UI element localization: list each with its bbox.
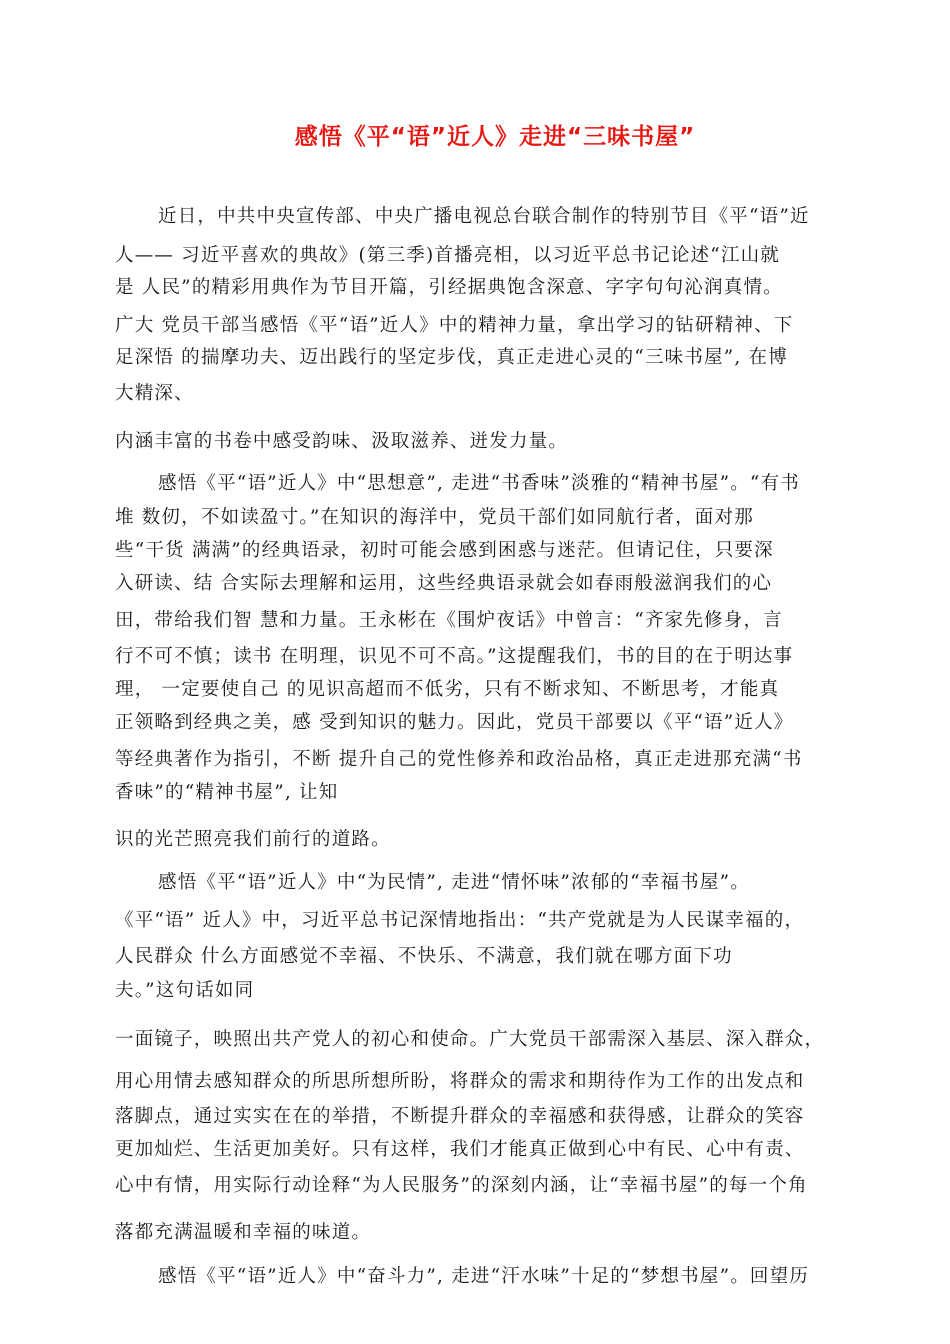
text-line: 堆 数仞，不如读盈寸。”在知识的海洋中，党员干部们如同航行者，面对那 bbox=[115, 507, 754, 528]
text-line: 些“干货 满满”的经典语录，初时可能会感到困惑与迷茫。但请记住，只要深 bbox=[115, 540, 774, 561]
text-line: 更加灿烂、生活更加美好。只有这样，我们才能真正做到心中有民、心中有责、 bbox=[115, 1139, 805, 1160]
text-line: 内涵丰富的书卷中感受韵味、汲取滋养、迸发力量。 bbox=[115, 431, 569, 452]
text-line: 香味”的“精神书屋”, 让知 bbox=[115, 782, 339, 803]
text-line: 正领略到经典之美，感 受到知识的魅力。因此，党员干部要以《平“语”近人》 bbox=[115, 712, 794, 733]
text-line: 《平“语” 近人》中，习近平总书记深情地指出：“共产党就是为人民谋幸福的， bbox=[115, 910, 805, 931]
text-line: 感悟《平“语”近人》中“思想意”, 走进“书香味”淡雅的“精神书屋”。“有书 bbox=[158, 473, 800, 494]
text-line: 大精深、 bbox=[115, 383, 194, 404]
text-line: 落脚点，通过实实在在的举措，不断提升群众的幸福感和获得感，让群众的笑容 bbox=[115, 1106, 805, 1127]
text-line: 等经典著作为指引，不断 提升自己的党性修养和政治品格，真正走进那充满“书 bbox=[115, 749, 803, 770]
text-line: 近日，中共中央宣传部、中央广播电视总台联合制作的特别节目《平“语”近 bbox=[158, 206, 810, 227]
text-line: 用心用情去感知群众的所思所想所盼，将群众的需求和期待作为工作的出发点和 bbox=[115, 1071, 805, 1092]
text-line: 行不可不慎；读书 在明理，识见不可不高。”这提醒我们，书的目的在于明达事 bbox=[115, 646, 794, 667]
text-line: 感悟《平“语”近人》中“奋斗力”, 走进“汗水味”十足的“梦想书屋”。回望历 bbox=[158, 1266, 810, 1287]
text-line: 田，带给我们智 慧和力量。王永彬在《围炉夜话》中曾言：“齐家先修身，言 bbox=[115, 610, 783, 631]
text-line: 一面镜子，映照出共产党人的初心和使命。广大党员干部需深入基层、深入群众， bbox=[115, 1029, 825, 1050]
text-line: 入研读、结 合实际去理解和运用，这些经典语录就会如春雨般滋润我们的心 bbox=[115, 573, 773, 594]
text-line: 夫。”这句话如同 bbox=[115, 980, 255, 1001]
text-line: 人—— 习近平喜欢的典故》(第三季)首播亮相，以习近平总书记论述“江山就 bbox=[115, 245, 780, 266]
text-line: 是 人民”的精彩用典作为节目开篇，引经据典饱含深意、字字句句沁润真情。 bbox=[115, 277, 783, 298]
document-title: 感悟《平“语”近人》走进“三味书屋” bbox=[294, 124, 696, 150]
text-line: 感悟《平“语”近人》中“为民情”, 走进“情怀味”浓郁的“幸福书屋”。 bbox=[158, 872, 750, 893]
text-line: 理， 一定要使自己 的见识高超而不低劣，只有不断求知、不断思考，才能真 bbox=[115, 679, 780, 700]
text-line: 足深悟 的揣摩功夫、迈出践行的坚定步伐，真正走进心灵的“三味书屋”, 在博 bbox=[115, 347, 788, 368]
text-line: 人民群众 什么方面感觉不幸福、不快乐、不满意，我们就在哪方面下功 bbox=[115, 946, 733, 967]
text-line: 落都充满温暖和幸福的味道。 bbox=[115, 1222, 372, 1243]
text-line: 识的光芒照亮我们前行的道路。 bbox=[115, 829, 391, 850]
text-line: 广大 党员干部当感悟《平“语”近人》中的精神力量，拿出学习的钻研精神、下 bbox=[115, 315, 794, 336]
text-line: 心中有情，用实际行动诠释“为人民服务”的深刻内涵，让“幸福书屋”的每一个角 bbox=[115, 1175, 808, 1196]
